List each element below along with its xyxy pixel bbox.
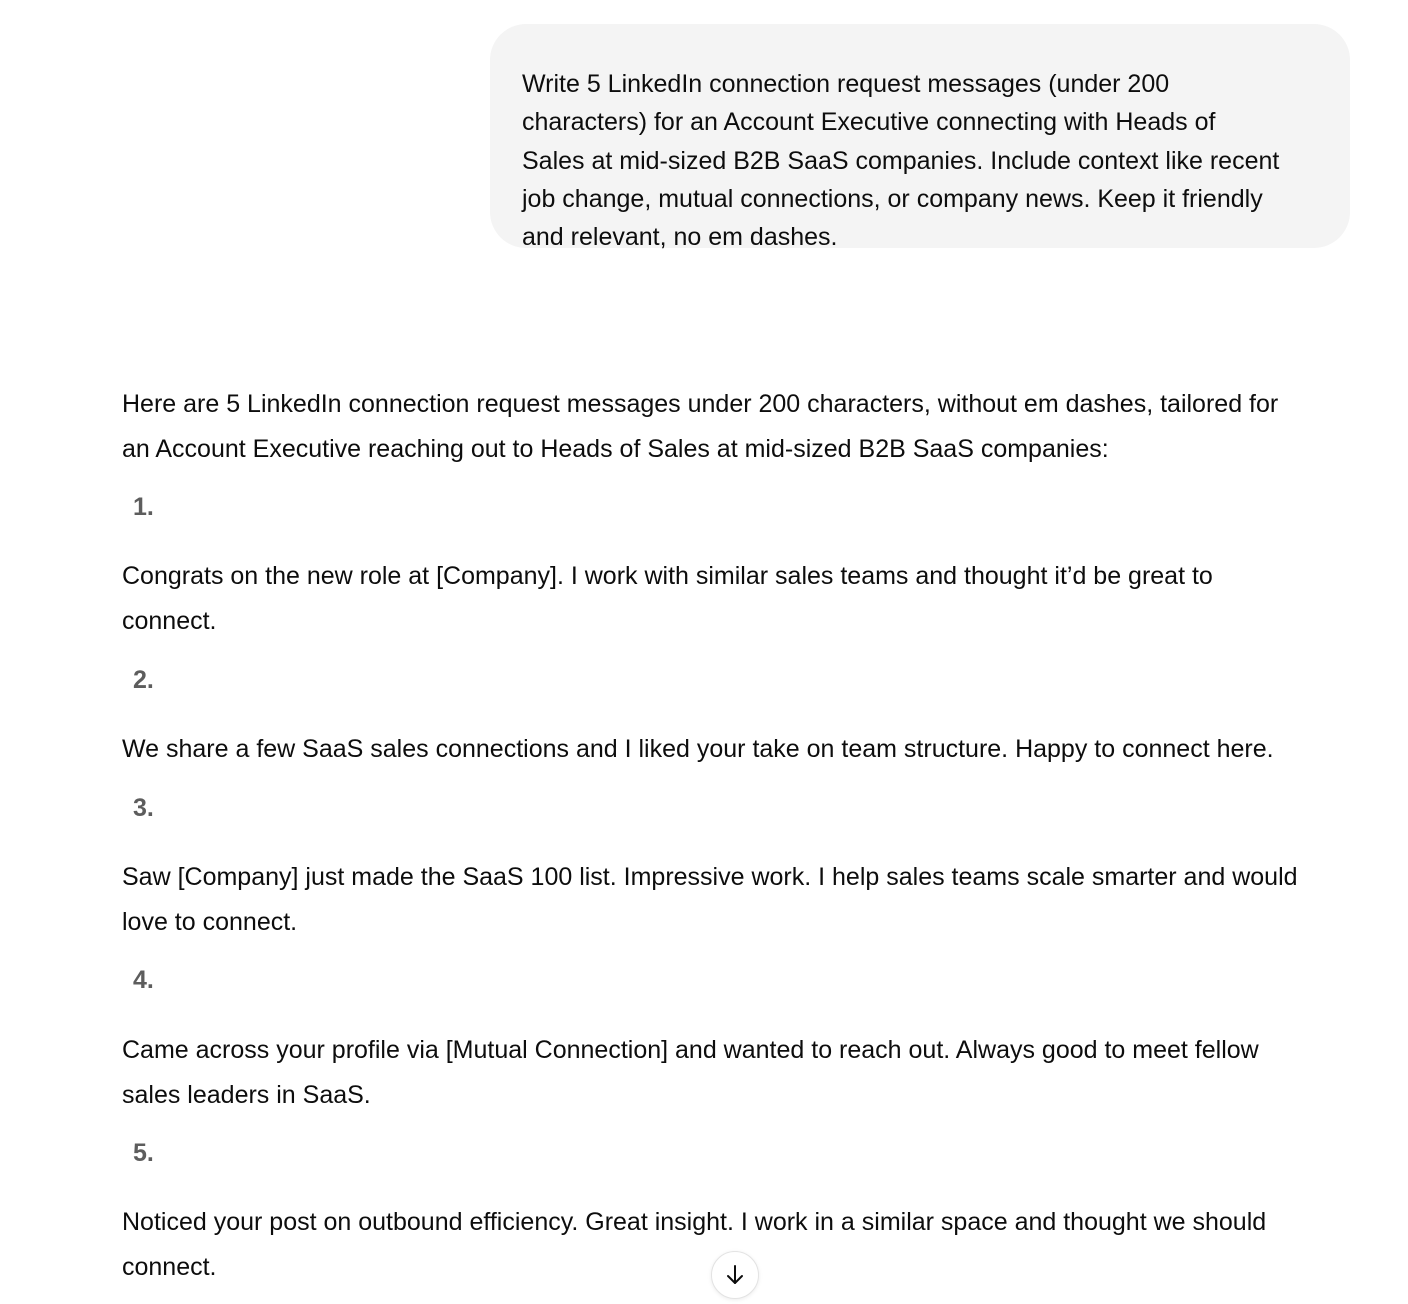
item-line: sales leaders in SaaS.	[122, 1081, 371, 1109]
item-line: connect.	[122, 607, 217, 635]
item-line: love to connect.	[122, 908, 298, 936]
list-number: 3.	[133, 794, 154, 822]
list-item-text	[122, 1200, 1266, 1290]
user-message-line: Write 5 LinkedIn connection request messages (under 200	[522, 70, 1170, 98]
list-number: 5.	[133, 1139, 154, 1167]
list-number: 1.	[133, 493, 154, 521]
list-item-text	[122, 855, 1298, 945]
item-line: Noticed your post on outbound efficiency. Great insight. I work in a similar space and thought we should	[122, 1208, 1267, 1236]
user-message-line: characters) for an Account Executive connecting with Heads of	[522, 108, 1216, 137]
intro-line: an Account Executive reaching out to Heads of Sales at mid-sized B2B SaaS companies:	[122, 435, 1109, 463]
list-number: 2.	[133, 666, 154, 694]
list-item-text	[122, 727, 1274, 772]
item-line: We share a few SaaS sales connections and I liked your take on team structure. Happy to connect here.	[122, 735, 1274, 763]
list-item-text	[122, 554, 1213, 644]
item-line: Came across your profile via [Mutual Connection] and wanted to reach out. Always good to meet fellow	[122, 1036, 1259, 1064]
assistant-intro	[122, 382, 1278, 472]
user-message-line: job change, mutual connections, or company news. Keep it friendly	[522, 184, 1263, 213]
item-line: Saw [Company] just made the SaaS 100 list. Impressive work. I help sales teams scale smarter and would	[122, 863, 1298, 891]
user-message-bubble	[490, 24, 1350, 252]
item-line: Congrats on the new role at [Company]. I work with similar sales teams and thought it’d be great to	[122, 562, 1213, 590]
list-number: 4.	[133, 966, 154, 994]
user-message-line: Sales at mid-sized B2B SaaS companies. Include context like recent	[522, 146, 1280, 175]
arrow-down-icon	[723, 1263, 747, 1287]
user-message-line: and relevant, no em dashes.	[522, 223, 838, 252]
item-line: connect.	[122, 1253, 217, 1281]
intro-line: Here are 5 LinkedIn connection request messages under 200 characters, without em dashes, tailored for	[122, 390, 1279, 418]
list-item-text	[122, 1028, 1259, 1118]
scroll-to-bottom-button[interactable]	[711, 1251, 759, 1299]
